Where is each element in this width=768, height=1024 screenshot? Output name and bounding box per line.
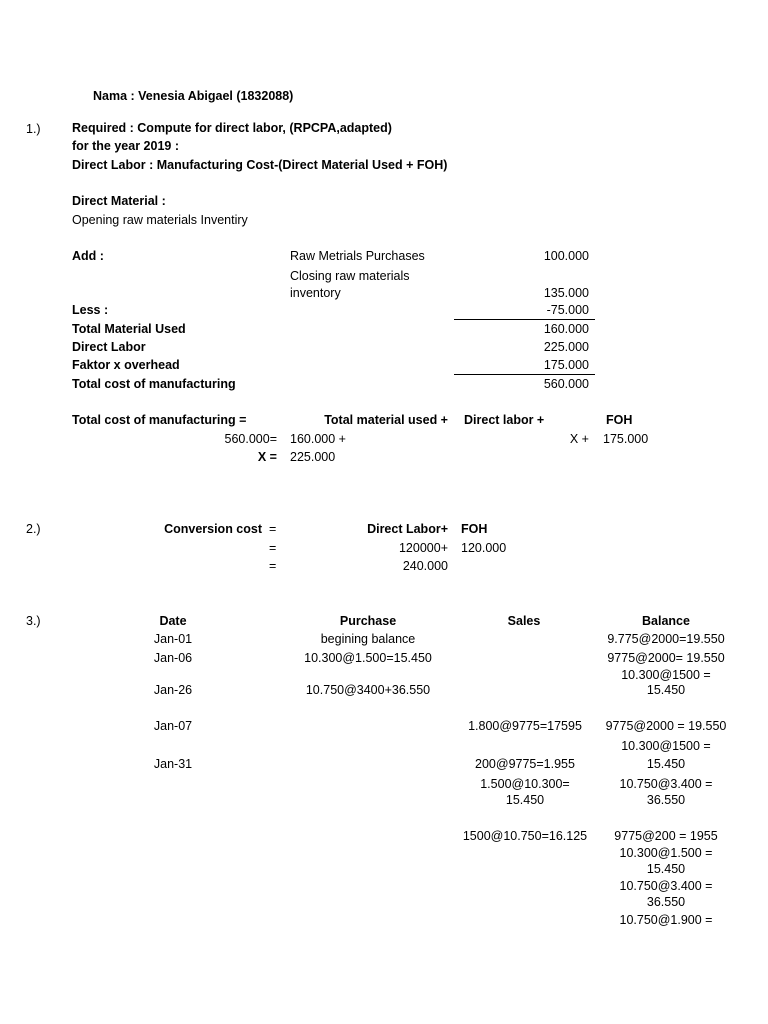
q1-overhead-label: Faktor x overhead <box>72 358 180 372</box>
q1-total-material-label: Total Material Used <box>72 322 186 336</box>
q3-row5-balance-line2: 36.550 <box>646 793 686 807</box>
q1-opening-inventory-label: Opening raw materials Inventiry <box>72 213 248 227</box>
q1-formula: Direct Labor : Manufacturing Cost-(Direct Material Used + FOH) <box>72 158 448 172</box>
q1-total-cost-label: Total cost of manufacturing <box>72 377 236 391</box>
q3-row6-balance-line5: 36.550 <box>646 895 686 909</box>
q2-total: 240.000 <box>402 559 448 573</box>
q3-row6-balance-line2: 10.300@1.500 = <box>619 846 713 860</box>
q1-equation-label: Total cost of manufacturing = <box>72 413 247 427</box>
q1-less-label: Less : <box>72 303 109 317</box>
q3-header-balance: Balance <box>642 614 690 628</box>
q2-equals-1: = <box>269 522 277 536</box>
q3-header-sales: Sales <box>507 614 541 628</box>
q3-row4-sales: 1.800@9775=17595 <box>468 719 582 733</box>
q1-total-material-value: 160.000 <box>543 322 589 336</box>
subtotal-rule <box>454 319 595 320</box>
q3-row3-purchase: 10.750@3400+36.550 <box>305 683 431 697</box>
q3-row4-balance-line3: 15.450 <box>646 757 686 771</box>
q3-row5-sales-line3: 15.450 <box>505 793 545 807</box>
q1-equation-foh-value: 175.000 <box>603 432 649 446</box>
q1-equation-tmu: Total material used + <box>324 413 448 427</box>
q1-equation-x-plus: X + <box>569 432 589 446</box>
q1-year: for the year 2019 : <box>72 139 179 153</box>
q3-row1-purchase: begining balance <box>320 632 416 646</box>
q3-row2-balance-line2: 10.300@1500 = <box>621 668 711 682</box>
q3-row3-date: Jan-26 <box>153 683 193 697</box>
q1-required: Required : Compute for direct labor, (RPCPA,adapted) <box>72 121 392 135</box>
q1-closing-value: 135.000 <box>543 286 589 300</box>
q2-equals-3: = <box>269 559 277 573</box>
q3-row2-purchase: 10.300@1.500=15.450 <box>304 651 432 665</box>
q1-less-value: -75.000 <box>546 303 589 317</box>
q1-x-value: 225.000 <box>290 450 336 464</box>
q3-row2-balance-line3: 15.450 <box>646 683 686 697</box>
q3-row4-balance-line2: 10.300@1500 = <box>621 739 711 753</box>
q1-closing-label-line2: inventory <box>290 286 341 300</box>
q3-row2-date: Jan-06 <box>153 651 193 665</box>
q3-header-date: Date <box>159 614 187 628</box>
q1-equation-foh: FOH <box>606 413 633 427</box>
q2-conversion-label: Conversion cost <box>164 522 262 536</box>
q2-foh-header: FOH <box>461 522 488 536</box>
q1-total-cost-value: 560.000 <box>543 377 589 391</box>
q3-row1-date: Jan-01 <box>153 632 193 646</box>
q2-dl-header: Direct Labor+ <box>367 522 448 536</box>
q3-row6-sales: 1500@10.750=16.125 <box>462 829 588 843</box>
q1-closing-label-line1: Closing raw materials <box>290 269 410 283</box>
total-rule <box>454 374 595 375</box>
q3-row6-balance-line3: 15.450 <box>646 862 686 876</box>
q1-x-label: X = <box>257 450 277 464</box>
q1-purchases-value: 100.000 <box>543 249 589 263</box>
q3-row5-balance-line1: 10.750@3.400 = <box>619 777 713 791</box>
q2-foh-value: 120.000 <box>461 541 507 555</box>
question-1-number: 1.) <box>26 122 41 136</box>
q1-overhead-value: 175.000 <box>543 358 589 372</box>
q1-equation-dl: Direct labor + <box>464 413 545 427</box>
q3-row6-balance-line1: 9775@200 = 1955 <box>614 829 718 843</box>
q3-row5-sales-line1: 200@9775=1.955 <box>475 757 575 771</box>
q3-row4-date: Jan-07 <box>153 719 193 733</box>
q1-purchases-label: Raw Metrials Purchases <box>290 249 425 263</box>
q1-equation-tmu-value: 160.000 + <box>290 432 346 446</box>
question-3-number: 3.) <box>26 614 41 628</box>
q2-dl-value: 120000+ <box>398 541 448 555</box>
q3-header-purchase: Purchase <box>339 614 397 628</box>
q3-row1-balance: 9.775@2000=19.550 <box>607 632 725 646</box>
q1-direct-material-heading: Direct Material : <box>72 194 166 208</box>
q3-row6-balance-line6: 10.750@1.900 = <box>619 913 713 927</box>
q3-row4-balance-line1: 9775@2000 = 19.550 <box>605 719 727 733</box>
q3-row2-balance-line1: 9775@2000= 19.550 <box>607 651 725 665</box>
q1-equation-left-value: 560.000= <box>224 432 277 446</box>
q2-equals-2: = <box>269 541 277 555</box>
q3-row5-sales-line2: 1.500@10.300= <box>480 777 570 791</box>
question-2-number: 2.) <box>26 522 41 536</box>
q1-direct-labor-label: Direct Labor <box>72 340 146 354</box>
q1-add-label: Add : <box>72 249 104 263</box>
student-name: Nama : Venesia Abigael (1832088) <box>93 89 294 103</box>
q1-direct-labor-value: 225.000 <box>543 340 589 354</box>
q3-row6-balance-line4: 10.750@3.400 = <box>619 879 713 893</box>
q3-row5-date: Jan-31 <box>153 757 193 771</box>
